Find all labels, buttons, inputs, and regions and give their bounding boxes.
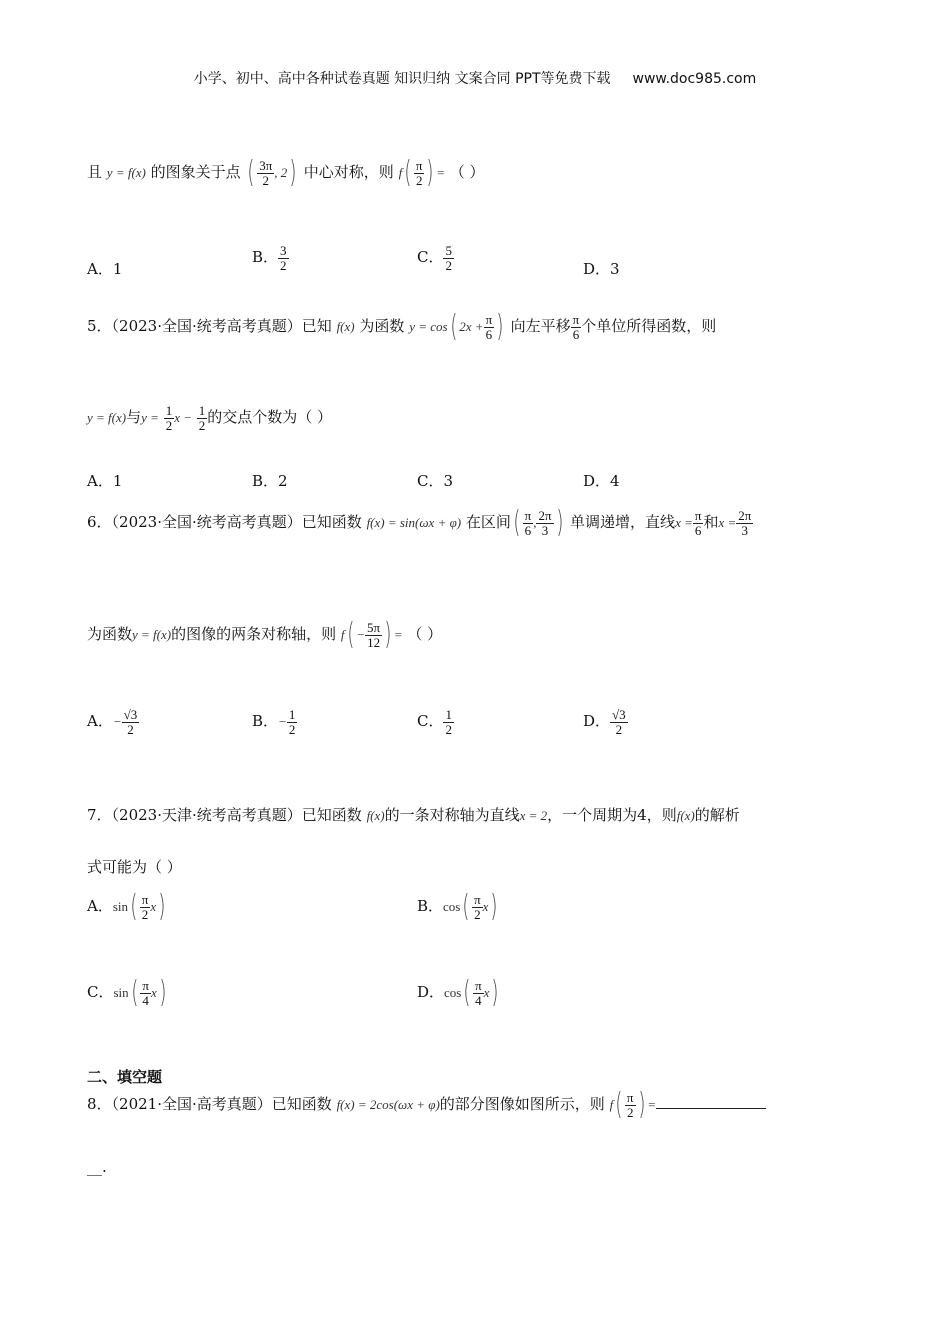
q6-stem: 6．（2023·全国·统考高考真题）已知函数 f(x) = sin(ωx + φ) 在区间( $\frac{\pi}{6}$ , $\frac{2\pi}{3}$ ) 单调递增，直线x = $\frac{\pi}{6}$ 和x = $\frac{2\pi}{3}$ [87, 505, 752, 540]
q6-option-d[interactable]: D． $\frac{√3}{2}$ [583, 707, 626, 737]
q4-point-fraction: $\frac{3\pi}{2}$ [259, 157, 273, 188]
q4-option-d[interactable]: D．3 [583, 260, 620, 278]
q8-stem-line2: __. [87, 1158, 107, 1176]
q7-option-d[interactable]: D．cos( $\frac{\pi}{4}$ x) [417, 975, 499, 1010]
q4-option-a[interactable]: A．1 [87, 260, 123, 278]
header-site-link[interactable]: www.doc985.com [632, 71, 757, 87]
q5-math-cos: y = cos [409, 319, 448, 334]
q6-option-c[interactable]: C． $\frac{1}{2}$ [417, 707, 452, 737]
q5-math-f: f(x) [336, 319, 355, 334]
paren-right: ) [426, 155, 434, 190]
q5-number: 5． [87, 317, 112, 335]
q7-stem-line2: 式可能为（ ） [87, 858, 182, 876]
q5-source: （2023·全国·统考高考真题） [111, 317, 302, 335]
paren-left: ( [247, 155, 255, 190]
q7-option-b[interactable]: B．cos( $\frac{\pi}{2}$ x) [417, 889, 498, 924]
q7-stem: 7．（2023·天津·统考高考真题）已知函数 f(x)的一条对称轴为直线x = 2，一个周期为4，则f(x)的解析 [87, 806, 740, 824]
q7-option-c[interactable]: C．sin( $\frac{\pi}{4}$ x) [87, 975, 167, 1010]
q8-source: （2021·全国·高考真题） [111, 1095, 272, 1113]
paren-right: ) [289, 155, 297, 190]
q4-f: f [398, 165, 403, 180]
q5-cos-fraction: $\frac{\pi}{6}$ [485, 311, 493, 342]
q5-shift-fraction: $\frac{\pi}{6}$ [572, 311, 580, 342]
q4-option-b[interactable]: B． $\frac{3}{2}$ [252, 243, 287, 273]
page-header [0, 68, 950, 88]
q7-option-a[interactable]: A．sin( $\frac{\pi}{2}$ x) [87, 889, 166, 924]
q6-math-f: f(x) = sin(ωx + φ) [366, 515, 462, 530]
q4-stem [87, 155, 890, 190]
q5-option-b[interactable]: B．2 [252, 472, 288, 490]
section-title-fill-blank: 二、填空题 [87, 1068, 163, 1086]
q5-stem: 5．（2023·全国·统考高考真题）已知 f(x) 为函数 y = cos( 2x + $\frac{\pi}{6}$ ) 向左平移 $\frac{\pi}{6}$ 个单位所得函数，则 [87, 309, 717, 344]
q4-answer-bracket: （ ） [449, 163, 485, 181]
q5-option-c[interactable]: C．3 [417, 472, 454, 490]
q4-eq: = [436, 165, 445, 180]
q4-text-1: 且 [87, 163, 103, 181]
q5-option-d[interactable]: D．4 [583, 472, 620, 490]
paren-left: ( [404, 155, 412, 190]
q6-option-a[interactable]: A．− $\frac{√3}{2}$ [87, 707, 138, 737]
q5-option-a[interactable]: A．1 [87, 472, 123, 490]
q8-answer-blank[interactable] [656, 1094, 766, 1109]
q6-option-b[interactable]: B．− $\frac{1}{2}$ [252, 707, 296, 737]
q4-point-tail: , 2 [274, 165, 288, 180]
q4-math-1: y = f(x) [106, 165, 146, 180]
q8-stem: 8．（2021·全国·高考真题）已知函数 f(x) = 2cos(ωx + φ)的部分图像如图所示，则 f( $\frac{\pi}{2}$ ) = [87, 1090, 890, 1120]
q4-text-2: 的图象关于点 [150, 163, 241, 181]
q4-arg-fraction: $\frac{\pi}{2}$ [415, 157, 423, 188]
q4-text-3: 中心对称，则 [303, 163, 394, 181]
q6-source: （2023·全国·统考高考真题） [111, 513, 302, 531]
header-text: 小学、初中、高中各种试卷真题 知识归纳 文案合同 PPT等免费下载 [193, 71, 611, 87]
q4-option-c[interactable]: C． $\frac{5}{2}$ [417, 243, 452, 273]
q7-source: （2023·天津·统考高考真题） [111, 806, 302, 824]
q6-stem-line2: 为函数y = f(x)的图像的两条对称轴，则 f( − $\frac{5\pi}{12}$ ) = （ ） [87, 617, 443, 652]
q5-stem-line2: y = f(x)与y = $\frac{1}{2}$ x − $\frac{1}{2}$ 的交点个数为（ ） [87, 403, 333, 433]
